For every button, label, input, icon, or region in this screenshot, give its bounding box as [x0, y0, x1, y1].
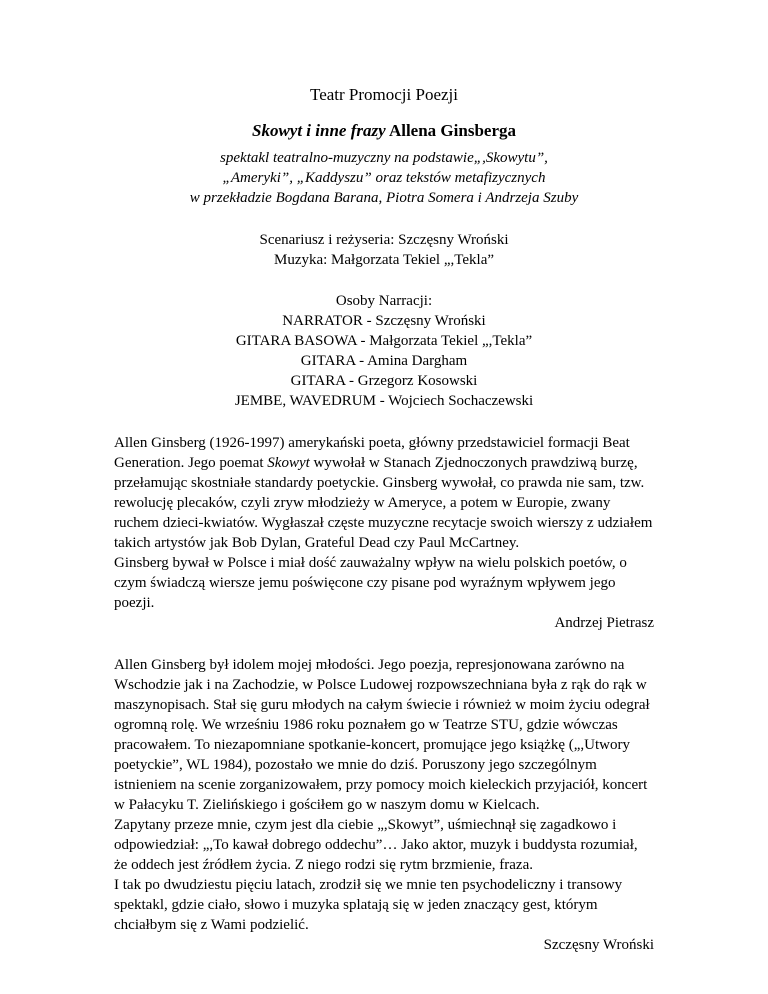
cast-member: NARRATOR - Szczęsny Wroński: [282, 313, 486, 329]
cast-member: JEMBE, WAVEDRUM - Wojciech Sochaczewski: [234, 393, 534, 409]
essay-section: [114, 655, 654, 955]
cast-member: GITARA - Amina Dargham: [300, 353, 468, 369]
intro-text: Allen Ginsberg (1926-1997) amerykański poeta, główny przedstawiciel formacji Beat Generation. Jego poemat: [114, 435, 630, 471]
essay-paragraph: Zapytany przeze mnie, czym jest dla ciebie „,Skowyt”, uśmiechnął się zagadkowo i odpowiedział: „,To kawał dobrego oddechu”… Jako aktor, muzyk i buddysta rozumiał, że oddech jest źródłem życia. Z niego rodzi się rytm brzmienie, fraza.: [114, 817, 638, 873]
play-title-italic: Skowyt i inne frazy: [251, 121, 386, 140]
cast-member: GITARA BASOWA - Małgorzata Tekiel „,Tekla”: [235, 333, 533, 349]
subtitle-line: w przekładzie Bogdana Barana, Piotra Somera i Andrzeja Szuby: [189, 190, 579, 206]
intro-paragraph: Ginsberg bywał w Polsce i miał dość zauważalny wpływ na wielu polskich poetów, o czym świadczą wiersze jemu poświęcone czy pisane pod wyraźnym wpływem jego poezji.: [114, 555, 627, 611]
credit-script: Scenariusz i reżyseria: Szczęsny Wroński: [259, 232, 509, 248]
subtitle-line: spektakl teatralno-muzyczny na podstawie„,Skowytu”,: [220, 150, 548, 166]
cast-heading: Osoby Narracji:: [335, 293, 433, 309]
subtitle-line: „Ameryki”, „Kaddyszu” oraz tekstów metafizycznych: [222, 170, 546, 186]
essay-author: Szczęsny Wroński: [543, 937, 654, 953]
play-title-author: Allena Ginsberga: [385, 121, 516, 140]
essay-paragraph: I tak po dwudziestu pięciu latach, zrodził się we mnie ten psychodeliczny i transowy spektakl, gdzie ciało, słowo i muzyka splatają się w jeden znaczący gest, którym chciałbym się z Wami podzielić.: [114, 877, 623, 933]
essay-paragraph: Allen Ginsberg był idolem mojej młodości. Jego poezja, represjonowana zarówno na Wschodzie jak i na Zachodzie, w Polsce Ludowej rozpowszechniana była z rąk do rąk w maszynopisach. Stał się guru młodych na całym świecie i również w moim życiu odegrał ogromną rolę. We wrześniu 1986 roku poznałem go w Teatrze STU, gdzie wówczas pracowałem. To niezapomniane spotkanie-koncert, promujące jego książkę („,Utwory poetyckie”, WL 1984), pozostało we mnie do dziś. Poruszony jego szczególnym istnieniem na scenie zorganizowałem, przy pomocy moich kieleckich przyjaciół, koncert w Pałacyku T. Zielińskiego i gościłem go w naszym domu w Kielcach.: [114, 657, 650, 813]
play-title: [0, 120, 768, 142]
cast-list: [0, 291, 768, 411]
intro-paragraph: [114, 433, 654, 553]
intro-text: wywołał w Stanach Zjednoczonych prawdziwą burzę, przełamując skostniałe standardy poetyckie. Ginsberg wywołał, co prawda nie sam, tzw. rewolucję plecaków, czyli zryw młodzieży w Ameryce, a potem w Europie, zwany ruchem dzieci-kwiatów. Wygłaszał częste muzyczne recytacje swoich wierszy z udziałem takich artystów jak Bob Dylan, Grateful Dead czy Paul McCartney.: [114, 455, 653, 551]
cast-member: GITARA - Grzegorz Kosowski: [290, 373, 478, 389]
credit-music: Muzyka: Małgorzata Tekiel „,Tekla”: [273, 252, 495, 268]
intro-author: Andrzej Pietrasz: [554, 615, 654, 631]
theatre-name: Teatr Promocji Poezji: [310, 85, 458, 104]
header: [0, 84, 768, 208]
credits: [0, 230, 768, 270]
intro-italic-title: Skowyt: [267, 455, 310, 471]
intro-section: [114, 433, 654, 633]
